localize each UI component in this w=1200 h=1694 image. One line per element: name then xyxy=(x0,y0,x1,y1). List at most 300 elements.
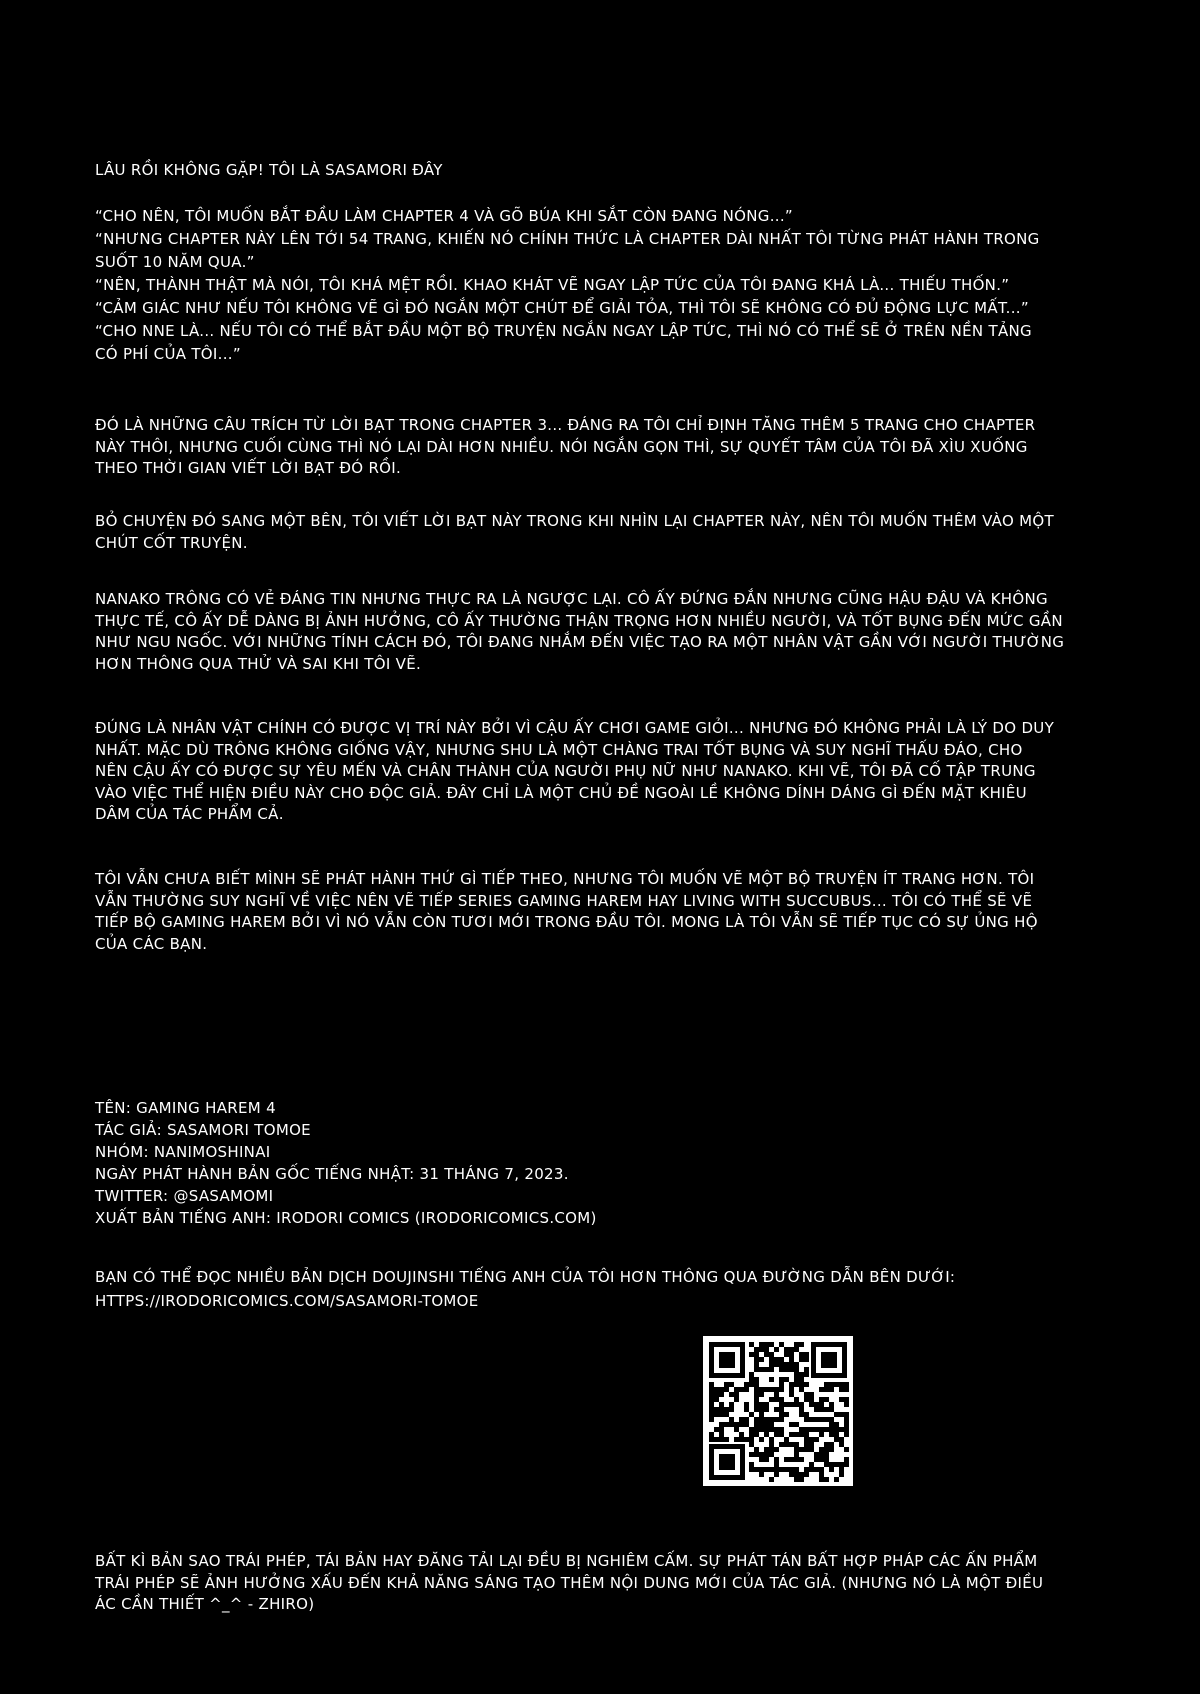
qr-module xyxy=(759,1387,764,1392)
qr-module xyxy=(759,1347,764,1352)
qr-module xyxy=(809,1462,814,1467)
qr-module xyxy=(734,1437,739,1442)
qr-module xyxy=(774,1417,779,1422)
qr-module xyxy=(844,1432,849,1437)
qr-module xyxy=(779,1387,784,1392)
qr-module xyxy=(824,1477,829,1482)
qr-module xyxy=(789,1362,794,1367)
paragraph-line: TIẾP BỘ GAMING HAREM BỞI VÌ NÓ VẪN CÒN TƯƠI MỚI TRONG ĐẦU TÔI. MONG LÀ TÔI VẪN SẼ TIẾP TỤC CÓ SỰ ỦNG HỘ xyxy=(95,913,1038,931)
qr-module xyxy=(714,1387,719,1392)
qr-module xyxy=(749,1342,754,1347)
qr-module xyxy=(829,1402,834,1407)
qr-module xyxy=(784,1467,789,1472)
quote-line: CÓ PHÍ CỦA TÔI...” xyxy=(95,345,241,363)
qr-module xyxy=(824,1387,829,1392)
qr-module xyxy=(734,1427,739,1432)
qr-module xyxy=(764,1452,769,1457)
qr-module xyxy=(769,1477,774,1482)
qr-module xyxy=(844,1382,849,1387)
qr-module xyxy=(709,1417,714,1422)
qr-module xyxy=(804,1472,809,1477)
disclaimer-line: ÁC CẦN THIẾT ^_^ - ZHIRO) xyxy=(95,1595,315,1613)
qr-module xyxy=(764,1432,769,1437)
qr-module xyxy=(759,1407,764,1412)
qr-module xyxy=(844,1422,849,1427)
qr-module xyxy=(794,1477,799,1482)
qr-module xyxy=(719,1422,724,1427)
qr-module xyxy=(784,1352,789,1357)
qr-module xyxy=(824,1452,829,1457)
paragraph-line: CỦA CÁC BẠN. xyxy=(95,934,208,953)
paragraph-line: ĐÚNG LÀ NHÂN VẬT CHÍNH CÓ ĐƯỢC VỊ TRÍ NÀY BỞI VÌ CẬU ẤY CHƠI GAME GIỎI... NHƯNG ĐÓ KHÔNG PHẢI LÀ LÝ DO DUY xyxy=(95,719,1055,737)
qr-module xyxy=(839,1382,844,1387)
qr-module xyxy=(804,1397,809,1402)
qr-module xyxy=(784,1347,789,1352)
qr-module xyxy=(764,1447,769,1452)
qr-module xyxy=(744,1422,749,1427)
qr-module xyxy=(809,1402,814,1407)
qr-module xyxy=(764,1402,769,1407)
qr-module xyxy=(794,1372,799,1377)
qr-module xyxy=(769,1367,774,1372)
qr-module xyxy=(799,1372,804,1377)
qr-module xyxy=(739,1437,744,1442)
qr-module xyxy=(789,1352,794,1357)
qr-module xyxy=(839,1397,844,1402)
qr-module xyxy=(789,1432,794,1437)
disclaimer-block xyxy=(95,1551,1043,1616)
qr-module xyxy=(709,1392,714,1397)
qr-module xyxy=(804,1432,809,1437)
qr-module xyxy=(789,1382,794,1387)
qr-module xyxy=(714,1427,719,1432)
qr-module xyxy=(794,1382,799,1387)
qr-module xyxy=(784,1367,789,1372)
qr-code-icon[interactable] xyxy=(703,1336,853,1486)
qr-module xyxy=(754,1422,759,1427)
qr-module xyxy=(819,1427,824,1432)
qr-module xyxy=(829,1407,834,1412)
qr-module xyxy=(799,1477,804,1482)
qr-module xyxy=(724,1437,729,1442)
qr-module xyxy=(789,1367,794,1372)
qr-module xyxy=(794,1432,799,1437)
qr-module xyxy=(714,1412,719,1417)
qr-module xyxy=(734,1392,739,1397)
link-description: BẠN CÓ THỂ ĐỌC NHIỀU BẢN DỊCH DOUJINSHI TIẾNG ANH CỦA TÔI HƠN THÔNG QUA ĐƯỜNG DẪN BÊN DƯỚI: xyxy=(95,1268,956,1286)
qr-module xyxy=(844,1412,849,1417)
paragraph-line: VÀO VIỆC THỂ HIỆN ĐIỀU NÀY CHO ĐỘC GIẢ. ĐÂY CHỈ LÀ MỘT CHỦ ĐỀ NGOÀI LỀ KHÔNG DÍNH DÁNG GÌ ĐẾN MẶT KHIÊU xyxy=(95,783,1027,802)
qr-module xyxy=(779,1412,784,1417)
qr-module xyxy=(829,1422,834,1427)
qr-module xyxy=(774,1347,779,1352)
qr-module xyxy=(749,1462,754,1467)
qr-module xyxy=(839,1462,844,1467)
qr-module xyxy=(754,1467,759,1472)
qr-module xyxy=(789,1357,794,1362)
qr-module xyxy=(819,1472,824,1477)
qr-module xyxy=(754,1352,759,1357)
qr-module xyxy=(844,1462,849,1467)
credit-publisher: XUẤT BẢN TIẾNG ANH: IRODORI COMICS (IRODORICOMICS.COM) xyxy=(95,1209,597,1227)
qr-module xyxy=(709,1402,714,1407)
qr-module xyxy=(809,1397,814,1402)
qr-module xyxy=(799,1382,804,1387)
qr-module xyxy=(734,1397,739,1402)
qr-module xyxy=(824,1407,829,1412)
qr-module xyxy=(759,1357,764,1362)
qr-module xyxy=(814,1402,819,1407)
qr-module xyxy=(819,1397,824,1402)
qr-module xyxy=(774,1472,779,1477)
qr-module xyxy=(759,1422,764,1427)
qr-module xyxy=(784,1362,789,1367)
qr-module xyxy=(719,1432,724,1437)
qr-module xyxy=(844,1397,849,1402)
qr-module xyxy=(754,1392,759,1397)
qr-module xyxy=(729,1392,734,1397)
qr-module xyxy=(804,1437,809,1442)
qr-module xyxy=(844,1417,849,1422)
paragraph-line: VẪN THƯỜNG SUY NGHĨ VỀ VIỆC NÊN VẼ TIẾP SERIES GAMING HAREM HAY LIVING WITH SUCCUBUS... TÔI CÓ THỂ SẼ VẼ xyxy=(95,891,1033,910)
paragraph-line: NÊN CẬU ẤY CÓ ĐƯỢC SỰ YÊU MẾN VÀ CHÂN THÀNH CỦA NGƯỜI PHỤ NỮ NHƯ NANAKO. KHI VẼ, TÔI ĐÃ CỐ TẬP TRUNG xyxy=(95,762,1036,780)
qr-module xyxy=(734,1422,739,1427)
qr-module xyxy=(799,1342,804,1347)
paragraph-line: TÔI VẪN CHƯA BIẾT MÌNH SẼ PHÁT HÀNH THỨ GÌ TIẾP THEO, NHƯNG TÔI MUỐN VẼ MỘT BỘ TRUYỆN ÍT TRANG HƠN. TÔI xyxy=(95,870,1035,888)
qr-module xyxy=(729,1382,734,1387)
qr-module xyxy=(799,1407,804,1412)
qr-module xyxy=(779,1467,784,1472)
qr-module xyxy=(814,1457,819,1462)
qr-module xyxy=(839,1427,844,1432)
qr-module xyxy=(799,1357,804,1362)
qr-module xyxy=(819,1407,824,1412)
qr-module xyxy=(779,1427,784,1432)
qr-module xyxy=(709,1407,714,1412)
qr-module xyxy=(829,1467,834,1472)
paragraph-line: BỎ CHUYỆN ĐÓ SANG MỘT BÊN, TÔI VIẾT LỜI BẠT NÀY TRONG KHI NHÌN LẠI CHAPTER NÀY, NÊN TÔI MUỐN THÊM VÀO MỘT xyxy=(95,512,1054,530)
qr-module xyxy=(784,1442,789,1447)
qr-module xyxy=(764,1387,769,1392)
qr-module xyxy=(749,1432,754,1437)
qr-module xyxy=(839,1472,844,1477)
qr-module xyxy=(844,1402,849,1407)
qr-module xyxy=(779,1417,784,1422)
qr-module xyxy=(724,1412,729,1417)
paragraph-line: NANAKO TRÔNG CÓ VẺ ĐÁNG TIN NHƯNG THỰC RA LÀ NGƯỢC LẠI. CÔ ẤY ĐỨNG ĐẮN NHƯNG CŨNG HẬU ĐẬU VÀ KHÔNG xyxy=(95,590,1048,608)
qr-module xyxy=(839,1442,844,1447)
qr-module xyxy=(714,1437,719,1442)
qr-module xyxy=(829,1447,834,1452)
qr-module xyxy=(794,1367,799,1372)
qr-module xyxy=(764,1417,769,1422)
qr-module xyxy=(834,1437,839,1442)
qr-module xyxy=(844,1427,849,1432)
quote-line: “CẢM GIÁC NHƯ NẾU TÔI KHÔNG VẼ GÌ ĐÓ NGẮN MỘT CHÚT ĐỂ GIẢI TỎA, THÌ TÔI SẼ KHÔNG CÓ ĐỦ ĐỘNG LỰC MẤT...” xyxy=(95,299,1029,317)
qr-module xyxy=(809,1417,814,1422)
qr-module xyxy=(779,1377,784,1382)
qr-module xyxy=(779,1432,784,1437)
qr-module xyxy=(774,1397,779,1402)
credit-group: NHÓM: NANIMOSHINAI xyxy=(95,1143,271,1161)
qr-module xyxy=(789,1402,794,1407)
qr-module xyxy=(804,1427,809,1432)
qr-module xyxy=(754,1427,759,1432)
qr-module xyxy=(749,1437,754,1442)
qr-module xyxy=(799,1377,804,1382)
qr-module xyxy=(719,1427,724,1432)
qr-module xyxy=(724,1422,729,1427)
qr-module xyxy=(799,1447,804,1452)
qr-module xyxy=(809,1467,814,1472)
qr-module xyxy=(814,1467,819,1472)
qr-module xyxy=(754,1447,759,1452)
qr-module xyxy=(749,1377,754,1382)
credit-title: TÊN: GAMING HAREM 4 xyxy=(95,1099,276,1117)
qr-module xyxy=(769,1377,774,1382)
qr-module xyxy=(709,1387,714,1392)
qr-module xyxy=(759,1437,764,1442)
qr-module xyxy=(794,1467,799,1472)
qr-module xyxy=(709,1432,714,1437)
qr-module xyxy=(819,1452,824,1457)
qr-module xyxy=(754,1362,759,1367)
qr-module xyxy=(839,1467,844,1472)
qr-module xyxy=(784,1457,789,1462)
qr-module xyxy=(744,1402,749,1407)
qr-module xyxy=(789,1387,794,1392)
qr-module xyxy=(829,1387,834,1392)
qr-module xyxy=(764,1457,769,1462)
paragraph-4 xyxy=(95,718,1054,826)
qr-module xyxy=(789,1472,794,1477)
qr-module xyxy=(779,1402,784,1407)
qr-module xyxy=(789,1422,794,1427)
qr-module xyxy=(759,1412,764,1417)
qr-module xyxy=(804,1372,809,1377)
qr-module xyxy=(829,1427,834,1432)
qr-module xyxy=(754,1357,759,1362)
qr-module xyxy=(764,1342,769,1347)
qr-module xyxy=(804,1382,809,1387)
qr-module xyxy=(754,1382,759,1387)
paragraph-line: NHƯ NGU NGỐC. VỚI NHỮNG TÍNH CÁCH ĐÓ, TÔI ĐANG NHẮM ĐẾN VIỆC TẠO RA MỘT NHÂN VẬT GẦN VỚI NGƯỜI THƯỜNG xyxy=(95,633,1065,651)
qr-module xyxy=(709,1412,714,1417)
qr-module xyxy=(754,1452,759,1457)
qr-module xyxy=(794,1347,799,1352)
qr-module xyxy=(769,1357,774,1362)
qr-module xyxy=(794,1402,799,1407)
qr-module xyxy=(774,1432,779,1437)
disclaimer-line: TRÁI PHÉP SẼ ẢNH HƯỞNG XẤU ĐẾN KHẢ NĂNG SÁNG TẠO THÊM NỘI DUNG MỚI CỦA TÁC GIẢ. (NHƯNG NÓ LÀ MỘT ĐIỀU xyxy=(95,1573,1044,1592)
qr-module xyxy=(824,1397,829,1402)
paragraph-line: HƠN THÔNG QUA THỬ VÀ SAI KHI TÔI VẼ. xyxy=(95,654,422,673)
qr-module xyxy=(784,1412,789,1417)
qr-module xyxy=(719,1412,724,1417)
disclaimer-line: BẤT KÌ BẢN SAO TRÁI PHÉP, TÁI BẢN HAY ĐĂNG TẢI LẠI ĐỀU BỊ NGHIÊM CẤM. SỰ PHÁT TÁN BẤT HỢP PHÁP CÁC ẤN PHẨM xyxy=(95,1552,1038,1570)
qr-module xyxy=(749,1372,754,1377)
qr-module xyxy=(779,1397,784,1402)
qr-module xyxy=(774,1392,779,1397)
qr-module xyxy=(759,1417,764,1422)
qr-module xyxy=(719,1407,724,1412)
quote-line: “NÊN, THÀNH THẬT MÀ NÓI, TÔI KHÁ MỆT RỒI. KHAO KHÁT VẼ NGAY LẬP TỨC CỦA TÔI ĐANG KHÁ LÀ... THIẾU THỐN.” xyxy=(95,276,1010,294)
qr-module xyxy=(744,1417,749,1422)
paragraph-line: NHẤT. MẶC DÙ TRÔNG KHÔNG GIỐNG VẬY, NHƯNG SHU LÀ MỘT CHÀNG TRAI TỐT BỤNG VÀ SUY NGHĨ THẤU ĐÁO, CHO xyxy=(95,740,1023,759)
qr-module xyxy=(799,1457,804,1462)
qr-module xyxy=(794,1457,799,1462)
qr-module xyxy=(794,1377,799,1382)
qr-module xyxy=(774,1357,779,1362)
qr-module xyxy=(754,1432,759,1437)
paragraph-3 xyxy=(95,589,1064,675)
qr-module xyxy=(724,1382,729,1387)
qr-module xyxy=(834,1432,839,1437)
qr-module xyxy=(789,1467,794,1472)
qr-module xyxy=(779,1342,784,1347)
paragraph-5 xyxy=(95,869,1038,955)
qr-module xyxy=(734,1387,739,1392)
qr-module xyxy=(814,1437,819,1442)
qr-module xyxy=(719,1437,724,1442)
qr-module xyxy=(844,1457,849,1462)
qr-module xyxy=(719,1402,724,1407)
qr-module xyxy=(829,1432,834,1437)
qr-module xyxy=(799,1402,804,1407)
qr-module xyxy=(809,1442,814,1447)
qr-module xyxy=(759,1402,764,1407)
qr-module xyxy=(819,1402,824,1407)
qr-module xyxy=(834,1477,839,1482)
qr-module xyxy=(769,1422,774,1427)
qr-module xyxy=(794,1397,799,1402)
qr-module xyxy=(779,1362,784,1367)
qr-module xyxy=(714,1392,719,1397)
qr-module xyxy=(789,1442,794,1447)
qr-module xyxy=(794,1422,799,1427)
qr-module xyxy=(729,1422,734,1427)
qr-module xyxy=(769,1442,774,1447)
qr-module xyxy=(824,1417,829,1422)
qr-module xyxy=(754,1407,759,1412)
qr-module xyxy=(834,1412,839,1417)
qr-module xyxy=(814,1427,819,1432)
qr-module xyxy=(759,1367,764,1372)
qr-module xyxy=(754,1367,759,1372)
qr-module xyxy=(754,1387,759,1392)
author-link[interactable]: HTTPS://IRODORICOMICS.COM/SASAMORI-TOMOE xyxy=(95,1292,479,1310)
qr-module xyxy=(804,1392,809,1397)
qr-module xyxy=(759,1392,764,1397)
qr-module xyxy=(769,1447,774,1452)
qr-module xyxy=(774,1427,779,1432)
qr-module xyxy=(789,1457,794,1462)
qr-module xyxy=(774,1407,779,1412)
paragraph-line: THỰC TẾ, CÔ ẤY DỄ DÀNG BỊ ẢNH HƯỞNG, CÔ ẤY THƯỜNG THẬN TRỌNG HƠN NHIỀU NGƯỜI, VÀ TỐT BỤNG ĐẾN MỨC GẦN xyxy=(95,611,1063,630)
qr-module xyxy=(824,1462,829,1467)
qr-module xyxy=(839,1387,844,1392)
qr-module xyxy=(754,1377,759,1382)
qr-module xyxy=(844,1387,849,1392)
qr-module xyxy=(814,1452,819,1457)
qr-module xyxy=(749,1352,754,1357)
qr-module xyxy=(754,1347,759,1352)
qr-module xyxy=(739,1422,744,1427)
qr-module xyxy=(819,1467,824,1472)
qr-module xyxy=(769,1452,774,1457)
qr-module xyxy=(799,1352,804,1357)
qr-module xyxy=(819,1432,824,1437)
qr-module xyxy=(759,1472,764,1477)
qr-module xyxy=(784,1437,789,1442)
qr-module xyxy=(804,1357,809,1362)
qr-module xyxy=(769,1467,774,1472)
paragraph-line: THEO THỜI GIAN VIẾT LỜI BẠT ĐÓ RỒI. xyxy=(95,459,402,477)
qr-module xyxy=(719,1387,724,1392)
paragraph-line: DÂM CỦA TÁC PHẨM CẢ. xyxy=(95,805,284,823)
qr-module xyxy=(819,1447,824,1452)
qr-module xyxy=(779,1357,784,1362)
qr-module xyxy=(809,1447,814,1452)
qr-module xyxy=(804,1412,809,1417)
qr-module xyxy=(824,1457,829,1462)
qr-module xyxy=(709,1437,714,1442)
qr-module xyxy=(714,1397,719,1402)
qr-module xyxy=(784,1377,789,1382)
qr-module xyxy=(804,1367,809,1372)
qr-module xyxy=(754,1417,759,1422)
qr-module xyxy=(769,1352,774,1357)
quote-line: “CHO NNE LÀ... NẾU TÔI CÓ THỂ BẮT ĐẦU MỘT BỘ TRUYỆN NGẮN NGAY LẬP TỨC, THÌ NÓ CÓ THỂ SẼ Ở TRÊN NỀN TẢNG xyxy=(95,322,1032,340)
qr-module xyxy=(764,1422,769,1427)
qr-module xyxy=(784,1402,789,1407)
qr-module xyxy=(769,1437,774,1442)
qr-module xyxy=(709,1397,714,1402)
paragraph-line: CHÚT CỐT TRUYỆN. xyxy=(95,533,248,552)
qr-module xyxy=(739,1387,744,1392)
credits-block xyxy=(95,1097,597,1229)
qr-module xyxy=(779,1367,784,1372)
qr-module xyxy=(764,1467,769,1472)
qr-module xyxy=(809,1392,814,1397)
quote-line: “CHO NÊN, TÔI MUỐN BẮT ĐẦU LÀM CHAPTER 4 VÀ GÕ BÚA KHI SẮT CÒN ĐANG NÓNG...” xyxy=(95,207,793,225)
qr-module xyxy=(794,1447,799,1452)
qr-module xyxy=(794,1342,799,1347)
qr-module xyxy=(759,1467,764,1472)
paragraph-1 xyxy=(95,415,1035,480)
qr-module xyxy=(804,1417,809,1422)
qr-module xyxy=(834,1427,839,1432)
qr-module xyxy=(839,1412,844,1417)
qr-module xyxy=(824,1427,829,1432)
paragraph-2 xyxy=(95,511,1054,554)
qr-module xyxy=(829,1382,834,1387)
qr-module xyxy=(799,1427,804,1432)
qr-module xyxy=(834,1382,839,1387)
qr-module xyxy=(779,1382,784,1387)
paragraph-line: NÀY THÔI, NHƯNG CUỐI CÙNG THÌ NÓ LẠI DÀI HƠN NHIỀU. NÓI NGẮN GỌN THÌ, SỰ QUYẾT TÂM CỦA TÔI ĐÃ XÌU XUỐNG xyxy=(95,437,1028,456)
qr-module xyxy=(829,1417,834,1422)
qr-module xyxy=(799,1432,804,1437)
qr-module xyxy=(799,1387,804,1392)
qr-module xyxy=(739,1432,744,1437)
qr-module xyxy=(749,1382,754,1387)
greeting xyxy=(95,160,443,182)
qr-module xyxy=(759,1452,764,1457)
quote-line: “NHƯNG CHAPTER NÀY LÊN TỚI 54 TRANG, KHIẾN NÓ CHÍNH THỨC LÀ CHAPTER DÀI NHẤT TÔI TỪNG PHÁT HÀNH TRONG xyxy=(95,230,1040,248)
qr-module xyxy=(749,1412,754,1417)
paragraph-line: ĐÓ LÀ NHỮNG CÂU TRÍCH TỪ LỜI BẠT TRONG CHAPTER 3... ĐÁNG RA TÔI CHỈ ĐỊNH TĂNG THÊM 5 TRANG CHO CHAPTER xyxy=(95,416,1036,434)
